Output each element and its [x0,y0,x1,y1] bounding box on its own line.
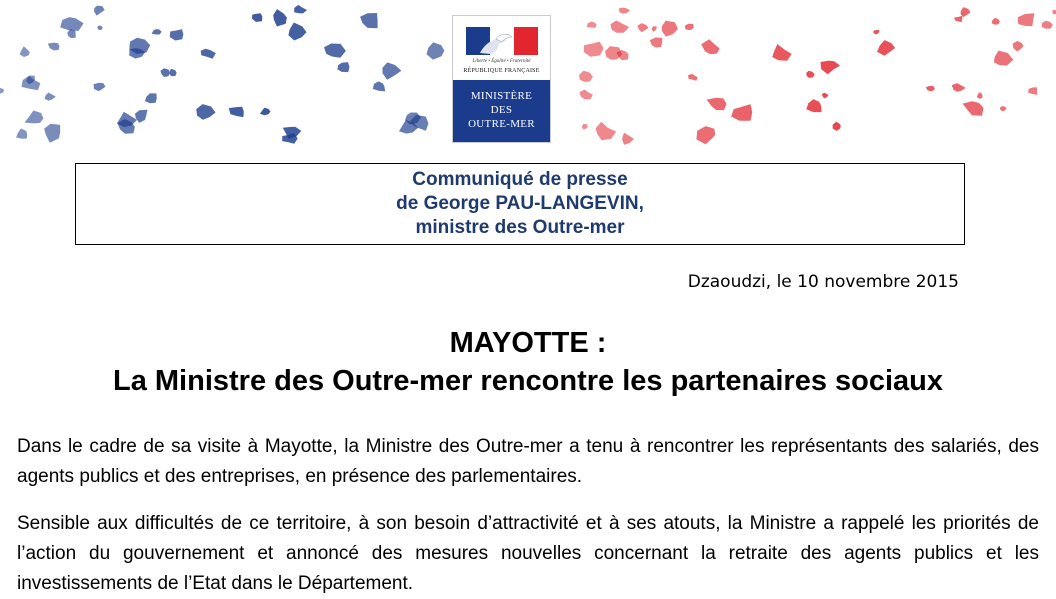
island-shape [977,92,983,99]
island-shape [324,44,346,58]
island-shape [252,13,262,22]
headline-line: MAYOTTE : [449,327,607,359]
island-shape [373,81,385,91]
island-shape [1018,13,1035,26]
island-shape [16,129,27,139]
dateline: Dzaoudzi, le 10 novembre 2015 [687,272,959,292]
republic-name: RÉPUBLIQUE FRANÇAISE [463,68,540,74]
marianne-icon [466,27,538,55]
island-shape [707,98,727,110]
island-shape [24,111,43,124]
island-shape [360,13,378,28]
island-shape [650,37,663,47]
body-paragraph: Sensible aux difficultés de ce territoire, à son besoin d’attractivité et à ses atouts, la Ministre a rappelé les priorités de l’action du gouvernement et annoncé des mesures nouvelles concernant la retraite des agents publics et les investissements de l’Etat dans le Département. [17,513,1039,594]
island-shape [806,71,814,78]
island-shape [427,42,445,59]
island-shape [731,104,752,121]
island-shape [596,122,617,141]
island-shape [229,107,244,118]
island-shape [822,93,829,99]
ministry-logo [452,15,551,143]
ministry-name [453,80,550,142]
island-shape [170,29,184,40]
island-shape [619,8,630,14]
island-shape [954,16,962,23]
island-shape [696,126,715,144]
island-shape [622,133,634,145]
island-shape [579,71,593,82]
island-shape [45,93,56,101]
island-shape [961,7,971,17]
island-shape [874,30,880,34]
island-shape [145,93,157,103]
island-shape [337,62,349,72]
island-shape [637,23,648,32]
island-shape [94,6,105,16]
island-shape [582,124,588,130]
island-shape [0,88,4,94]
island-shape [44,124,60,143]
island-shape [117,112,137,127]
island-shape [662,21,678,37]
island-shape [98,26,103,30]
island-shape [1052,10,1056,15]
headline-line: La Ministre des Outre-mer rencontre les partenaires sociaux [112,365,944,397]
ministry-line: DES [490,104,513,116]
ministry-line: MINISTÈRE [470,90,533,102]
island-shape [152,29,162,34]
island-shape [821,61,841,75]
island-shape [288,23,306,41]
island-shape [994,51,1013,66]
island-shape [196,104,215,120]
press-release-role: ministre des Outre-mer [415,217,625,238]
republic-motto: Liberté • Égalité • Fraternité [472,59,531,64]
island-shape [833,122,841,131]
island-shape [273,9,287,26]
island-shape [60,17,83,31]
press-release-box [75,163,965,245]
island-shape [48,43,60,51]
island-shape [135,110,148,123]
island-shape [772,44,792,61]
island-shape [587,22,597,28]
island-shape [652,26,657,32]
island-shape [382,62,401,79]
island-shape [160,68,169,77]
island-shape [611,20,630,32]
island-shape [963,101,984,116]
body-paragraph: Dans le cadre de sa visite à Mayotte, la Ministre des Outre-mer a tenu à rencontrer les représentants des salariés, des agents publics et des entreprises, en présence des parlementaires. [17,436,1039,487]
island-shape [1042,21,1053,29]
island-shape [1000,106,1006,111]
press-release-author: de George PAU-LANGEVIN, [396,193,644,214]
island-shape [20,46,30,57]
island-shape [1028,87,1037,95]
island-shape [294,5,307,14]
island-shape [169,69,176,77]
island-shape [806,99,821,112]
island-shape [22,76,41,90]
island-shape [584,42,604,57]
island-shape [688,74,698,81]
island-shape [992,18,1000,25]
island-shape [701,39,719,54]
island-shape [685,24,694,30]
island-shape [877,40,895,56]
headline [0,324,1056,400]
island-shape [201,49,216,59]
ministry-line: OUTRE-MER [468,118,535,130]
press-release-label: Communiqué de presse [412,169,628,190]
island-shape [1013,41,1024,52]
island-shape [579,90,593,100]
island-shape [94,83,106,91]
island-shape [926,86,935,91]
island-shape [260,108,271,115]
island-shape [952,83,966,92]
